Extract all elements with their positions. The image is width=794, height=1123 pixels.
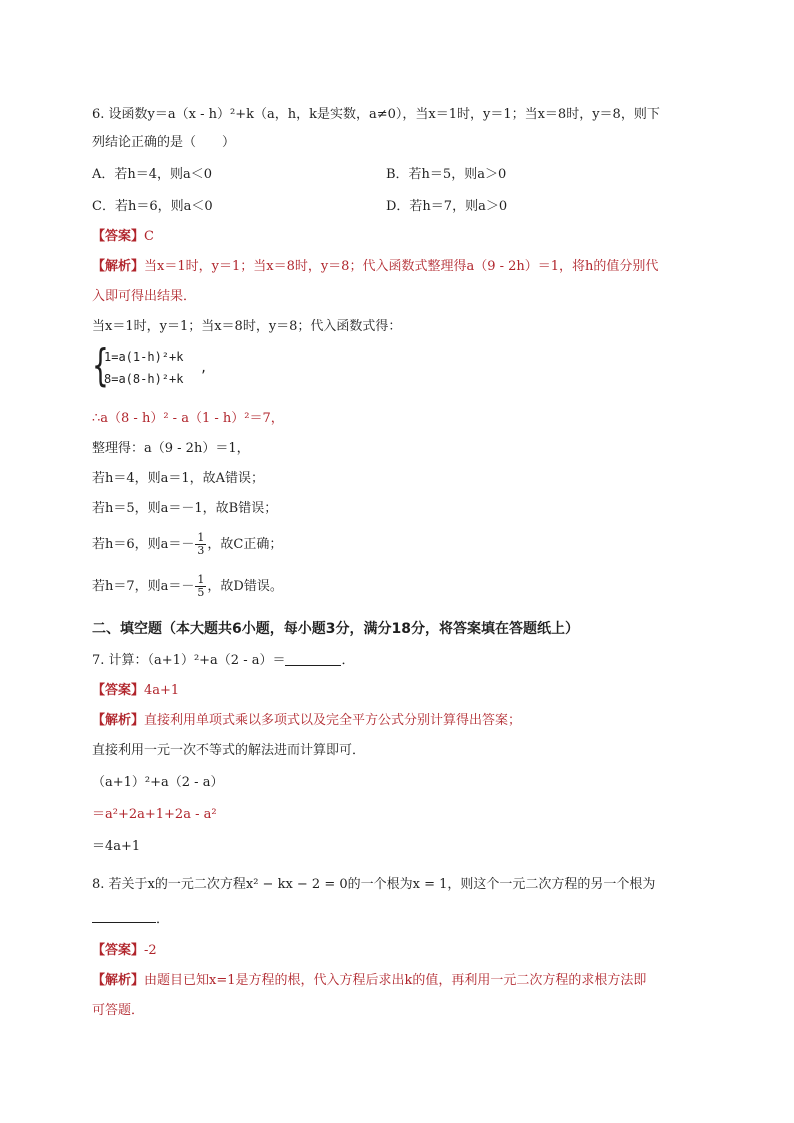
q6-answer [92, 228, 154, 246]
q8-answer [92, 942, 157, 960]
answer-blank [92, 908, 156, 923]
answer-value: C [144, 229, 154, 244]
fraction-one-third [195, 532, 206, 557]
q8-stem-line1: 8. 若关于x的一元二次方程x² − kx − 2 = 0的一个根为x = 1，则这个一元二次方程的另一个根为 [92, 877, 656, 892]
answer-tag: 【答案】 [92, 943, 145, 958]
q7-analysis [92, 712, 521, 730]
q6-option-d: D．若h＝7，则a＞0 [386, 199, 508, 214]
q6-solution-line4: 若h＝4，则a＝1，故A错误； [92, 471, 265, 486]
q6-option-c: C．若h＝6，则a＜0 [92, 199, 213, 214]
section-title: 二、填空题（本大题共6小题，每小题3分，满分18分，将答案填在答题纸上） [92, 621, 579, 637]
q6-solution-line6 [92, 530, 282, 560]
q6-option-a: A．若h＝4，则a＜0 [92, 167, 213, 182]
fraction-denominator: 3 [197, 544, 205, 557]
q6-solution-line5: 若h＝5，则a＝－1，故B错误； [92, 501, 278, 516]
system-row-1: 1=a(1-h)²+k [104, 350, 184, 364]
line6-prefix: 若h＝6，则a＝－ [92, 537, 195, 552]
analysis-text: 由题目已知x=1是方程的根，代入方程后求出k的值，再利用一元二次方程的求根方法即 [144, 973, 647, 988]
answer-tag: 【答案】 [92, 229, 145, 244]
q6-solution-line1: 当x＝1时，y＝1；当x＝8时，y＝8；代入函数式得： [92, 319, 402, 334]
line7-suffix: ，故D错误。 [207, 579, 283, 594]
q7-stem [92, 652, 355, 670]
q7-solution-line3: ＝a²+2a+1+2a - a² [92, 807, 217, 822]
analysis-tag: 【解析】 [92, 259, 145, 274]
q8-analysis-line1 [92, 972, 646, 990]
analysis-tag: 【解析】 [92, 973, 145, 988]
q6-solution-line3: 整理得：a（9 - 2h）＝1， [92, 441, 250, 456]
line7-prefix: 若h＝7，则a＝－ [92, 579, 195, 594]
fraction-denominator: 5 [197, 586, 205, 599]
q6-analysis-line2: 入即可得出结果． [92, 289, 197, 304]
answer-blank [285, 653, 341, 666]
answer-value: 4a+1 [144, 683, 180, 698]
q6-option-b: B．若h＝5，则a＞0 [386, 167, 507, 182]
system-row-2: 8=a(8-h)²+k [104, 372, 184, 386]
analysis-text: 直接利用单项式乘以多项式以及完全平方公式分别计算得出答案； [144, 713, 522, 728]
q8-stem-end: ． [156, 912, 170, 927]
analysis-tag: 【解析】 [92, 713, 145, 728]
q6-solution-line7 [92, 572, 283, 602]
q6-solution-line2: ∴a（8 - h）² - a（1 - h）²＝7， [92, 411, 284, 426]
line6-suffix: ，故C正确； [207, 537, 283, 552]
fraction-numerator: 1 [197, 573, 205, 586]
analysis-text: 当x＝1时，y＝1；当x＝8时，y＝8；代入函数式整理得a（9 - 2h）＝1，将h的值分别代 [144, 259, 659, 274]
answer-value: -2 [144, 943, 157, 958]
q6-stem-line2: 列结论正确的是（ ） [92, 135, 236, 150]
q7-stem-text: 7. 计算：（a+1）²+a（2 - a）＝ [92, 653, 286, 668]
answer-tag: 【答案】 [92, 683, 145, 698]
q7-solution-line1: 直接利用一元一次不等式的解法进而计算即可． [92, 743, 366, 758]
q8-stem-line2 [92, 908, 169, 929]
equation-system [92, 340, 232, 394]
q6-analysis-line1 [92, 258, 658, 276]
q7-answer [92, 682, 179, 700]
left-brace: { [92, 340, 109, 391]
fraction-one-fifth [195, 574, 206, 599]
q7-stem-end: ． [341, 653, 355, 668]
q7-solution-line2: （a+1）²+a（2 - a） [92, 775, 224, 790]
q8-analysis-line2: 可答题． [92, 1003, 145, 1018]
fraction-numerator: 1 [197, 531, 205, 544]
q7-solution-line4: ＝4a+1 [92, 839, 141, 854]
system-comma: , [200, 361, 208, 375]
q6-stem-line1: 6. 设函数y＝a（x - h）²+k（a，h，k是实数，a≠0），当x＝1时，y＝1；当x＝8时，y＝8，则下 [92, 107, 660, 122]
